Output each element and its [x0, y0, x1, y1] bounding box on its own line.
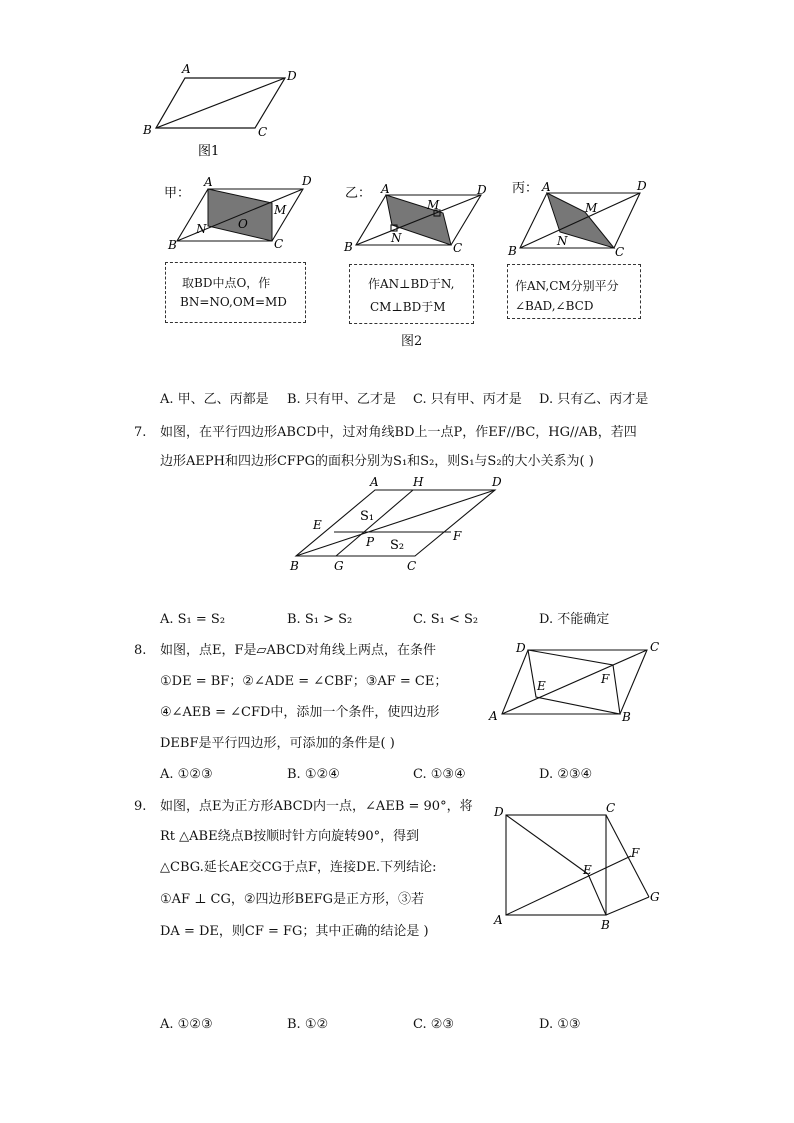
fig1-label-d: D	[287, 69, 297, 83]
q9-line-cg	[606, 815, 649, 897]
q9-text-line-1: 如图，点E为正方形ABCD内一点，∠AEB = 90°，将	[160, 799, 473, 814]
bing-diagonal	[520, 193, 640, 248]
q9-label-e: E	[583, 863, 592, 877]
q9-option-a[interactable]: A. ①②③	[160, 1017, 213, 1032]
q7-option-c[interactable]: C. S₁ < S₂	[413, 612, 479, 627]
q9-number: 9.	[134, 799, 147, 814]
bing-box-line-1: 作AN,CM分别平分	[515, 279, 619, 293]
bing-label-d: D	[637, 179, 647, 193]
q7-label-f: F	[453, 529, 462, 543]
fig1-label-c: C	[258, 125, 268, 139]
bing-description-box	[507, 264, 641, 319]
yi-label-b: B	[344, 240, 353, 254]
q9-line-de	[506, 815, 588, 874]
q8-option-d[interactable]: D. ②③④	[539, 767, 593, 782]
q9-label-f: F	[631, 846, 640, 860]
q9-text-line-5: DA = DE，则CF = FG；其中正确的结论是 )	[160, 924, 429, 939]
yi-label-d: D	[477, 183, 487, 197]
jia-box-line-2: BN=NO,OM=MD	[180, 295, 287, 309]
q7-number: 7.	[134, 425, 147, 440]
q7-text-line-1: 如图，在平行四边形ABCD中，过对角线BD上一点P，作EF//BC，HG//AB，若四	[160, 425, 637, 440]
q8-label-c: C	[650, 640, 660, 654]
fig1-caption: 图1	[198, 144, 220, 159]
q9-option-c[interactable]: C. ②③	[413, 1017, 455, 1032]
figure-2-diagrams	[0, 170, 794, 260]
q8-text-line-3: ④∠AEB = ∠CFD中，添加一个条件，使四边形	[160, 705, 440, 720]
yi-label-m: M	[427, 198, 440, 212]
fig2-bing-tag: 丙：	[512, 181, 539, 196]
q9-line-be	[588, 874, 606, 915]
jia-box-line-1: 取BD中点O，作	[182, 276, 271, 290]
figure-1	[0, 0, 794, 160]
yi-description-box	[349, 264, 474, 324]
q9-option-d[interactable]: D. ①③	[539, 1017, 581, 1032]
q8-text-line-2: ①DE = BF；②∠ADE = ∠CBF；③AF = CE；	[160, 674, 448, 689]
jia-label-m: M	[274, 203, 287, 217]
jia-label-b: B	[168, 238, 177, 252]
fig1-label-b: B	[143, 123, 152, 137]
bing-label-c: C	[615, 245, 625, 259]
q8-option-a[interactable]: A. ①②③	[160, 767, 213, 782]
bing-label-a: A	[542, 180, 551, 194]
q9-figure	[488, 798, 668, 938]
q7-label-g: G	[334, 559, 344, 573]
q9-line-bg	[606, 897, 649, 915]
yi-box-line-2: CM⊥BD于M	[370, 300, 446, 314]
q9-label-a: A	[494, 913, 503, 927]
q8-number: 8.	[134, 643, 147, 658]
q8-option-b[interactable]: B. ①②④	[287, 767, 340, 782]
fig1-label-a: A	[182, 62, 191, 76]
jia-label-n: N	[196, 222, 207, 236]
yi-box-line-1: 作AN⊥BD于N,	[368, 277, 455, 291]
q6-option-b[interactable]: B. 只有甲、乙才是	[287, 392, 396, 407]
q7-label-p: P	[366, 535, 375, 549]
q7-label-h: H	[413, 475, 424, 489]
q7-label-b: B	[290, 559, 299, 573]
q9-label-g: G	[650, 890, 660, 904]
fig2-caption: 图2	[401, 334, 423, 349]
bing-label-m: M	[585, 201, 598, 215]
q7-label-a: A	[370, 475, 379, 489]
q8-option-c[interactable]: C. ①③④	[413, 767, 466, 782]
q7-label-e: E	[313, 518, 322, 532]
q7-label-s2: S₂	[390, 538, 405, 553]
q9-text-line-2: Rt △ABE绕点B按顺时针方向旋转90°，得到	[160, 829, 420, 844]
jia-label-o: O	[238, 217, 248, 231]
q8-text-line-1: 如图，点E，F是▱ABCD对角线上两点，在条件	[160, 643, 437, 658]
q6-option-c[interactable]: C. 只有甲、丙才是	[413, 392, 522, 407]
jia-label-c: C	[274, 237, 284, 251]
q8-label-f: F	[601, 672, 610, 686]
jia-description-box	[165, 262, 306, 323]
yi-label-n: N	[391, 231, 402, 245]
jia-label-a: A	[204, 175, 213, 189]
q8-label-a: A	[489, 709, 498, 723]
q7-label-s1: S₁	[360, 509, 375, 524]
q7-option-a[interactable]: A. S₁ = S₂	[160, 612, 226, 627]
q9-option-b[interactable]: B. ①②	[287, 1017, 329, 1032]
q6-option-a[interactable]: A. 甲、乙、丙都是	[160, 392, 269, 407]
q9-text-line-3: △CBG.延长AE交CG于点F，连接DE.下列结论:	[160, 860, 437, 875]
fig2-jia-tag: 甲：	[164, 186, 191, 201]
yi-diagonal	[356, 195, 481, 245]
yi-label-a: A	[381, 182, 390, 196]
jia-label-d: D	[302, 174, 312, 188]
q9-label-c: C	[606, 801, 616, 815]
bing-box-line-2: ∠BAD,∠BCD	[515, 299, 594, 313]
q7-text-line-2: 边形AEPH和四边形CFPG的面积分别为S₁和S₂，则S₁与S₂的大小关系为( )	[160, 454, 594, 469]
q9-label-d: D	[494, 805, 504, 819]
q8-label-e: E	[537, 679, 546, 693]
fig1-diagonal-bd	[156, 78, 285, 128]
q7-label-c: C	[407, 559, 417, 573]
q7-option-d[interactable]: D. 不能确定	[539, 612, 610, 627]
q8-label-b: B	[622, 710, 631, 724]
q7-label-d: D	[492, 475, 502, 489]
q8-label-d: D	[516, 641, 526, 655]
q7-option-b[interactable]: B. S₁ > S₂	[287, 612, 353, 627]
bing-label-b: B	[508, 244, 517, 258]
q9-line-ae-f	[506, 856, 631, 915]
q9-label-b: B	[601, 918, 610, 932]
q8-text-line-4: DEBF是平行四边形，可添加的条件是( )	[160, 736, 395, 751]
q9-text-line-4: ①AF ⊥ CG，②四边形BEFG是正方形，③若	[160, 892, 424, 907]
fig2-yi-tag: 乙：	[345, 186, 372, 201]
bing-label-n: N	[557, 234, 568, 248]
q7-figure	[280, 472, 520, 582]
q6-option-d[interactable]: D. 只有乙、丙才是	[539, 392, 649, 407]
q8-figure	[484, 634, 674, 729]
yi-label-c: C	[453, 241, 463, 255]
